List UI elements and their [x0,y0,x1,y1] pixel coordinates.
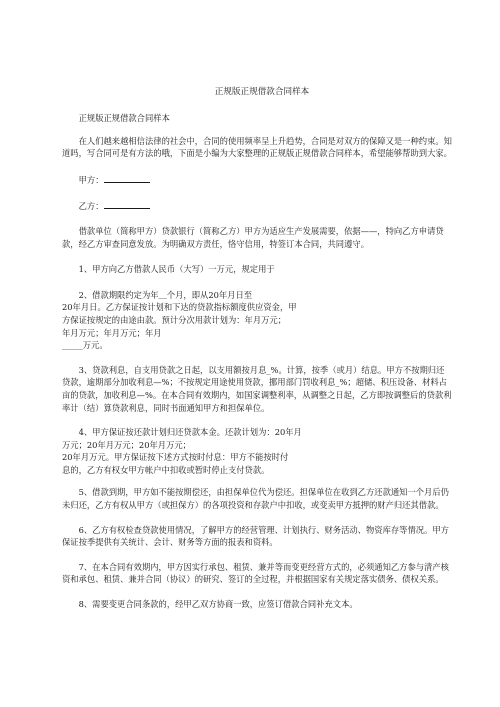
clause-2-line: 方保证按规定的由途由款。预计分次用款计划为：年月万元； [62,314,287,325]
intro-paragraph: 在人们越来越相信法律的社会中，合同的使用频率呈上升趋势，合同是对双方的保障又是一种约束。知道吗，写合同可是有方法的哦，下面是小编为大家整理的正规版正规借款合同样本，希望能够帮助到大家。 [62,135,452,159]
clause-4-line: 20年月万元。甲方保证按下述方式按时付息：甲方不能按时付 [62,452,289,463]
clause-7: 7、在本合同有效期内，甲方因实行承包、租赁、兼并等而变更经营方式的，必须通知乙方参与清产核资和承包、租赁、兼并合同（协议）的研究、签订的全过程，并根据国家有关规定落实债务、债权关系。 [62,561,449,585]
clause-6: 6、乙方有权检查贷款使用情况，了解甲方的经营管理、计划执行、财务活动、物资库存等情况。甲方保证按季提供有关统计、会计、财务等方面的报表和资料。 [62,524,449,548]
clause-4-line: 4、甲方保证按还款计划归还贷款本金。还款计划为：20年月 [78,427,302,438]
clause-5: 5、借款到期，甲方如不能按期偿还，由担保单位代为偿还。担保单位在收到乙方还款通知一个月后仍未归还，乙方有权从甲方（或担保方）的各项投资和存款户中扣收，或变卖甲方抵押的财产归还其借款。 [62,487,449,511]
clause-2-line: 年月万元；年月万元；年月 [62,327,162,338]
party-b-line [62,200,452,213]
clause-2-line: 20年月日。乙方保证按计划和下达的贷款指标额度供应资金，甲 [62,302,297,313]
clause-3: 3、贷款利息，自支用贷款之日起，以支用额按月息_%。计算，按季（或月）结息。甲方不按期归还贷款，逾期部分加收利息—%；不按规定用途使用贷款，挪用部门罚收利息_%；超储、积压设备、材料占亩的贷款，加收利息—%。在本合同有效期内，如国家调整利率，从调整之日起，乙方即按调整后的贷款利率计（结）算贷款利息，同时书面通知甲方和担保单位。 [62,364,452,413]
clause-2 [62,289,452,352]
clause-2-line: 2、借款期限约定为年＿个月，即从20年月日至 [78,289,253,300]
document-subtitle: 正规版正规借款合同样本 [78,113,170,123]
clause-8: 8、需要变更合同条款的，经甲乙双方协商一致，应签订借款合同补充文本。 [78,599,358,610]
party-a-blank [104,174,150,183]
clause-4 [62,426,452,476]
party-b-label: 乙方： [78,201,104,212]
preamble-paragraph: 借款单位（简称甲方）贷款银行（简称乙方）甲方为适应生产发展需要，依据——，特向乙方申请贷款，经乙方审查同意发放。为明确双方责任，恪守信用，特签订本合同，共同遵守。 [62,225,444,249]
clause-4-line: 息的，乙方有权女甲方帐户中扣收或暂时停止支付贷款。 [62,464,270,475]
clause-1: 1、甲方向乙方借款人民币（大写）一万元，规定用于 [78,264,275,275]
clause-4-line: 万元；20年月万元；20年月万元； [62,439,191,450]
document-title: 正规版正规借款合同样本 [214,87,310,97]
party-a-line [62,174,452,187]
clause-2-line: _____万元。 [62,340,108,351]
party-b-blank [104,200,150,209]
party-a-label: 甲方： [78,174,104,185]
